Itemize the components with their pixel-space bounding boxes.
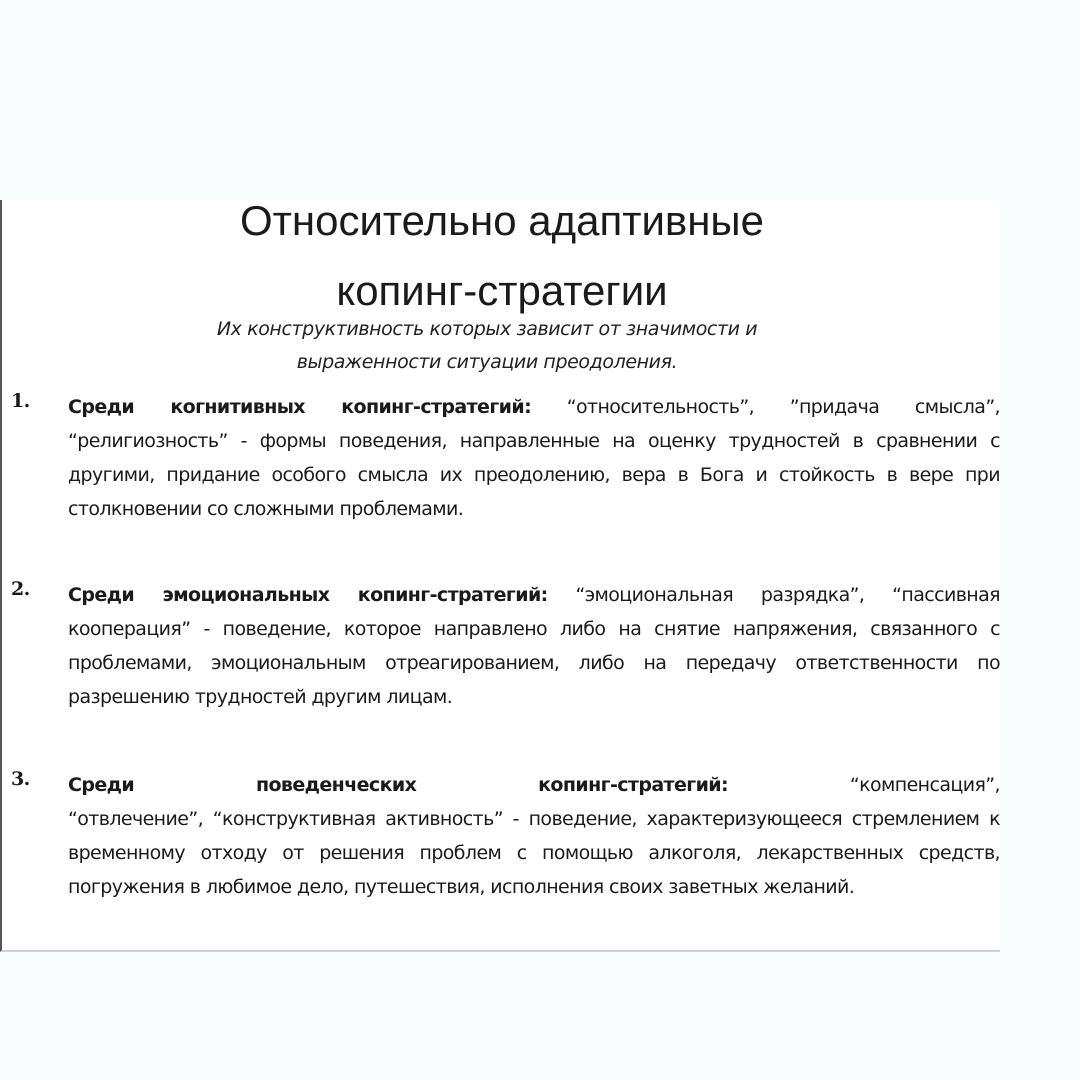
list-item-cognitive (2, 390, 1002, 566)
slide-title-line-1: Относительно адаптивные (240, 197, 764, 244)
list-item-body: “эмоциональная разрядка”, “пассивная кооперация” - поведение, которое направлено либо на снятие напряжения, связанного с проблемами, эмоциональным отреагированием, либо на передачу ответственности по разрешению трудностей другим лицам. (68, 584, 1001, 708)
list-item-behavioral (2, 768, 1002, 944)
list-item-lead-quote: “компенсация”, (849, 774, 1000, 796)
list-item-number: 1. (11, 390, 30, 412)
list-item-heading: Среди когнитивных копинг-стратегий: (68, 396, 532, 418)
list-item-heading-word: поведенческих (255, 774, 417, 796)
list-item-heading-word: Среди (68, 774, 135, 796)
list-item-number: 2. (11, 578, 30, 600)
list-item-number: 3. (11, 768, 30, 790)
list-item-heading-word: копинг-стратегий: (538, 774, 729, 796)
list-item-text (68, 578, 1000, 714)
slide (0, 197, 1001, 952)
list-item-heading: Среди эмоциональных копинг-стратегий: (68, 584, 548, 606)
list-item-body: “относительность”, ”придача смысла”, “религиозность” - формы поведения, направленные на оценку трудностей в сравнении с другими, придание особого смысла их преодолению, вера в Бога и стойкость в вере при столкновении со сложными проблемами. (68, 396, 1001, 520)
list-item-text (68, 390, 1000, 526)
list-item-text (68, 768, 1000, 904)
list-item-emotional (2, 578, 1002, 754)
slide-subtitle-line-2: выраженности ситуации преодоления. (296, 351, 678, 373)
slide-subtitle-line-1: Их конструктивность которых зависит от значимости и (216, 318, 758, 340)
list-item-body: “отвлечение”, “конструктивная активность” - поведение, характеризующееся стремлением к временному отходу от решения проблем с помощью алкоголя, лекарственных средств, погружения в любимое дело, путешествия, исполнения своих заветных желаний. (68, 808, 1000, 898)
list-item-lead-line (68, 768, 1000, 802)
slide-title-line-2: копинг-стратегии (336, 267, 668, 314)
